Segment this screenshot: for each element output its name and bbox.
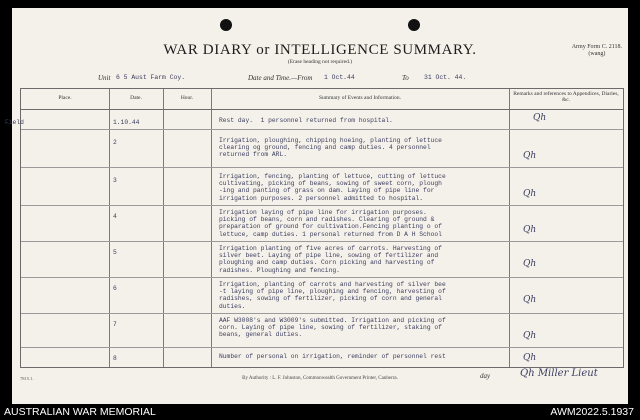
column-divider xyxy=(163,89,164,367)
row-place: Field xyxy=(5,119,24,126)
row-date: 5 xyxy=(113,249,117,256)
column-header-hour: Hour. xyxy=(180,95,194,101)
row-date: 1.10.44 xyxy=(113,119,140,126)
row-summary: Irrigation, planting of carrots and harvesting of silver bee -t laying of pipe line, ploughing and fencing, harvesting of radishes, sowing of fertilizer, picking of corn and general duties. xyxy=(219,281,446,310)
army-form-note: (wang) xyxy=(588,51,606,57)
row-date: 6 xyxy=(113,285,117,292)
date-from-value: 1 Oct.44 xyxy=(324,74,355,81)
row-summary: Irrigation laying of pipe line for irrigation purposes. picking of beans, corn and radishes. Clearing of ground & preparation of ground for cultivation.Fencing planting o of lettuce, camp duties. 1 personal returned from D A H School xyxy=(219,209,442,238)
row-divider xyxy=(21,313,623,314)
column-divider xyxy=(211,89,212,367)
diary-table xyxy=(5,88,624,368)
archive-caption-bar xyxy=(0,404,640,420)
column-header-summary: Summary of Events and Information. xyxy=(318,95,402,101)
header-divider xyxy=(21,109,623,110)
date-to-value: 31 Oct. 44. xyxy=(424,74,467,81)
page-subtitle: (Erase heading not required.) xyxy=(287,59,353,65)
row-initial: Qh xyxy=(523,225,537,235)
page-title: WAR DIARY or INTELLIGENCE SUMMARY. xyxy=(163,42,477,58)
date-to-label: To xyxy=(402,74,409,82)
row-date: 7 xyxy=(113,321,117,328)
row-initial: Qh xyxy=(523,189,537,199)
row-initial: Qh xyxy=(533,113,547,123)
row-divider xyxy=(21,241,623,242)
row-divider xyxy=(21,205,623,206)
footer-day-label: day xyxy=(480,372,491,380)
row-initial: Qh xyxy=(523,151,537,161)
officer-signature: Qh Miller Lieut xyxy=(520,368,598,379)
printer-credit: By Authority : L. F. Johnston, Commonwealth Government Printer, Canberra. xyxy=(242,376,398,381)
row-summary: Irrigation planting of five acres of carrots. Harvesting of silver beet. Laying of pipe line, sowing of fertilizer and ploughing and camp duties. Corn picking and harvesting of radishes. Ploughing and fencing. xyxy=(219,245,442,274)
row-summary: Irrigation, fencing, planting of lettuce, cutting of lettuce cultivating, picking of beans, sowing of sweet corn, plough -ing and panting of grass on dam. Laying of pipe line for irrigation purposes. 2 personnel admitted to hospital. xyxy=(219,173,446,202)
archive-name: AUSTRALIAN WAR MEMORIAL xyxy=(4,406,156,418)
row-date: 3 xyxy=(113,177,117,184)
row-divider xyxy=(21,347,623,348)
row-divider xyxy=(21,167,623,168)
row-initial: Qh xyxy=(523,259,537,269)
unit-value: 6 5 Aust Farm Coy. xyxy=(116,74,186,81)
row-divider xyxy=(21,129,623,130)
row-summary: Number of personal on irrigation, reminder of personnel rest xyxy=(219,353,446,360)
row-initial: Qh xyxy=(523,353,537,363)
row-summary: Irrigation, ploughing, chipping hoeing, planting of lettuce clearing og ground, fencing and camp duties. 4 personnel returned from ARL. xyxy=(219,137,442,159)
column-header-date: Date. xyxy=(130,95,142,101)
army-form-code: Army Form C. 2118. xyxy=(571,44,622,50)
army-form-label xyxy=(572,44,622,58)
form-code: 7815.1. xyxy=(20,376,34,381)
date-from-label: Date and Time.—From xyxy=(248,74,313,82)
unit-label: Unit xyxy=(98,74,111,82)
punch-hole-left xyxy=(220,19,232,31)
column-divider xyxy=(509,89,510,367)
punch-hole-right xyxy=(408,19,420,31)
row-summary: AAF W3008's and W3009's submitted. Irrigation and picking of corn. Laying of pipe line, sowing of fertilizer, staking of beans, general duties. xyxy=(219,317,446,339)
row-date: 4 xyxy=(113,213,117,220)
column-divider xyxy=(109,89,110,367)
row-summary: Rest day. 1 personnel returned from hospital. xyxy=(219,117,393,124)
row-date: 8 xyxy=(113,355,117,362)
row-initial: Qh xyxy=(523,331,537,341)
column-header-remarks: Remarks and references to Appendices, Diaries, &c. xyxy=(513,91,619,103)
row-date: 2 xyxy=(113,139,117,146)
archive-reference: AWM2022.5.1937 xyxy=(550,406,634,418)
row-initial: Qh xyxy=(523,295,537,305)
column-header-place: Place. xyxy=(58,95,72,101)
row-divider xyxy=(21,277,623,278)
